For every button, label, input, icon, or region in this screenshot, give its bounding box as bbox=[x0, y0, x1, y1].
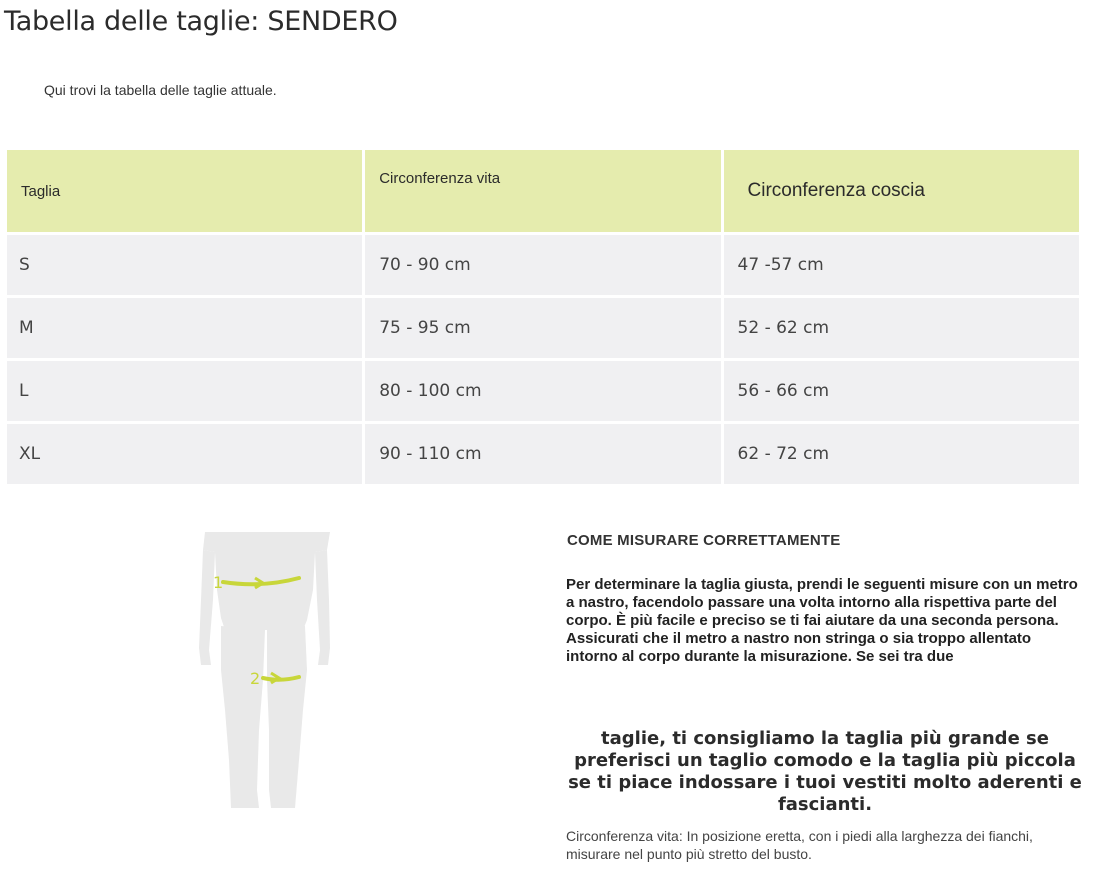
size-cell: XL bbox=[7, 424, 362, 484]
header-cell-waist: Circonferenza vita bbox=[365, 150, 720, 232]
waist-marker-number: 1 bbox=[213, 573, 224, 592]
size-cell: S bbox=[7, 235, 362, 295]
thigh-cell: 56 - 66 cm bbox=[724, 361, 1079, 421]
how-to-measure-text: Per determinare la taglia giusta, prendi le seguenti misure con un metro a nastro, facendolo passare una volta intorno alla rispettiva parte del corpo. È più facile e preciso se ti fai aiutare da una seconda persona. Assicurati che il metro a nastro non stringa o sia troppo allentato intorno al corpo durante la misurazione. Se sei tra due bbox=[566, 576, 1078, 665]
body-silhouette-illustration bbox=[195, 530, 340, 810]
table-row bbox=[7, 424, 1079, 484]
waist-cell: 70 - 90 cm bbox=[365, 235, 720, 295]
table-header-row bbox=[7, 150, 1079, 232]
header-cell-thigh: Circonferenza coscia bbox=[724, 150, 1079, 232]
header-cell-size: Taglia bbox=[7, 150, 362, 232]
body-measurement-figure bbox=[195, 530, 340, 810]
how-to-measure-heading: COME MISURARE CORRETTAMENTE bbox=[567, 532, 841, 549]
waist-measure-note: Circonferenza vita: In posizione eretta, con i piedi alla larghezza dei fianchi, misurare nel punto più stretto del busto. bbox=[566, 828, 1033, 862]
table-row bbox=[7, 235, 1079, 295]
thigh-marker-number: 2 bbox=[250, 669, 261, 688]
size-cell: L bbox=[7, 361, 362, 421]
size-table bbox=[4, 147, 1082, 487]
waist-cell: 75 - 95 cm bbox=[365, 298, 720, 358]
thigh-cell: 52 - 62 cm bbox=[724, 298, 1079, 358]
thigh-cell: 62 - 72 cm bbox=[724, 424, 1079, 484]
waist-cell: 80 - 100 cm bbox=[365, 361, 720, 421]
waist-cell: 90 - 110 cm bbox=[365, 424, 720, 484]
size-cell: M bbox=[7, 298, 362, 358]
size-advice-text: taglie, ti consigliamo la taglia più grande se preferisci un taglio comodo e la taglia più piccola se ti piace indossare i tuoi vestiti molto aderenti e fascianti. bbox=[568, 728, 1082, 815]
table-row bbox=[7, 361, 1079, 421]
thigh-cell: 47 -57 cm bbox=[724, 235, 1079, 295]
table-row bbox=[7, 298, 1079, 358]
page-title: Tabella delle taglie: SENDERO bbox=[4, 6, 398, 37]
intro-text: Qui trovi la tabella delle taglie attuale. bbox=[44, 82, 277, 98]
